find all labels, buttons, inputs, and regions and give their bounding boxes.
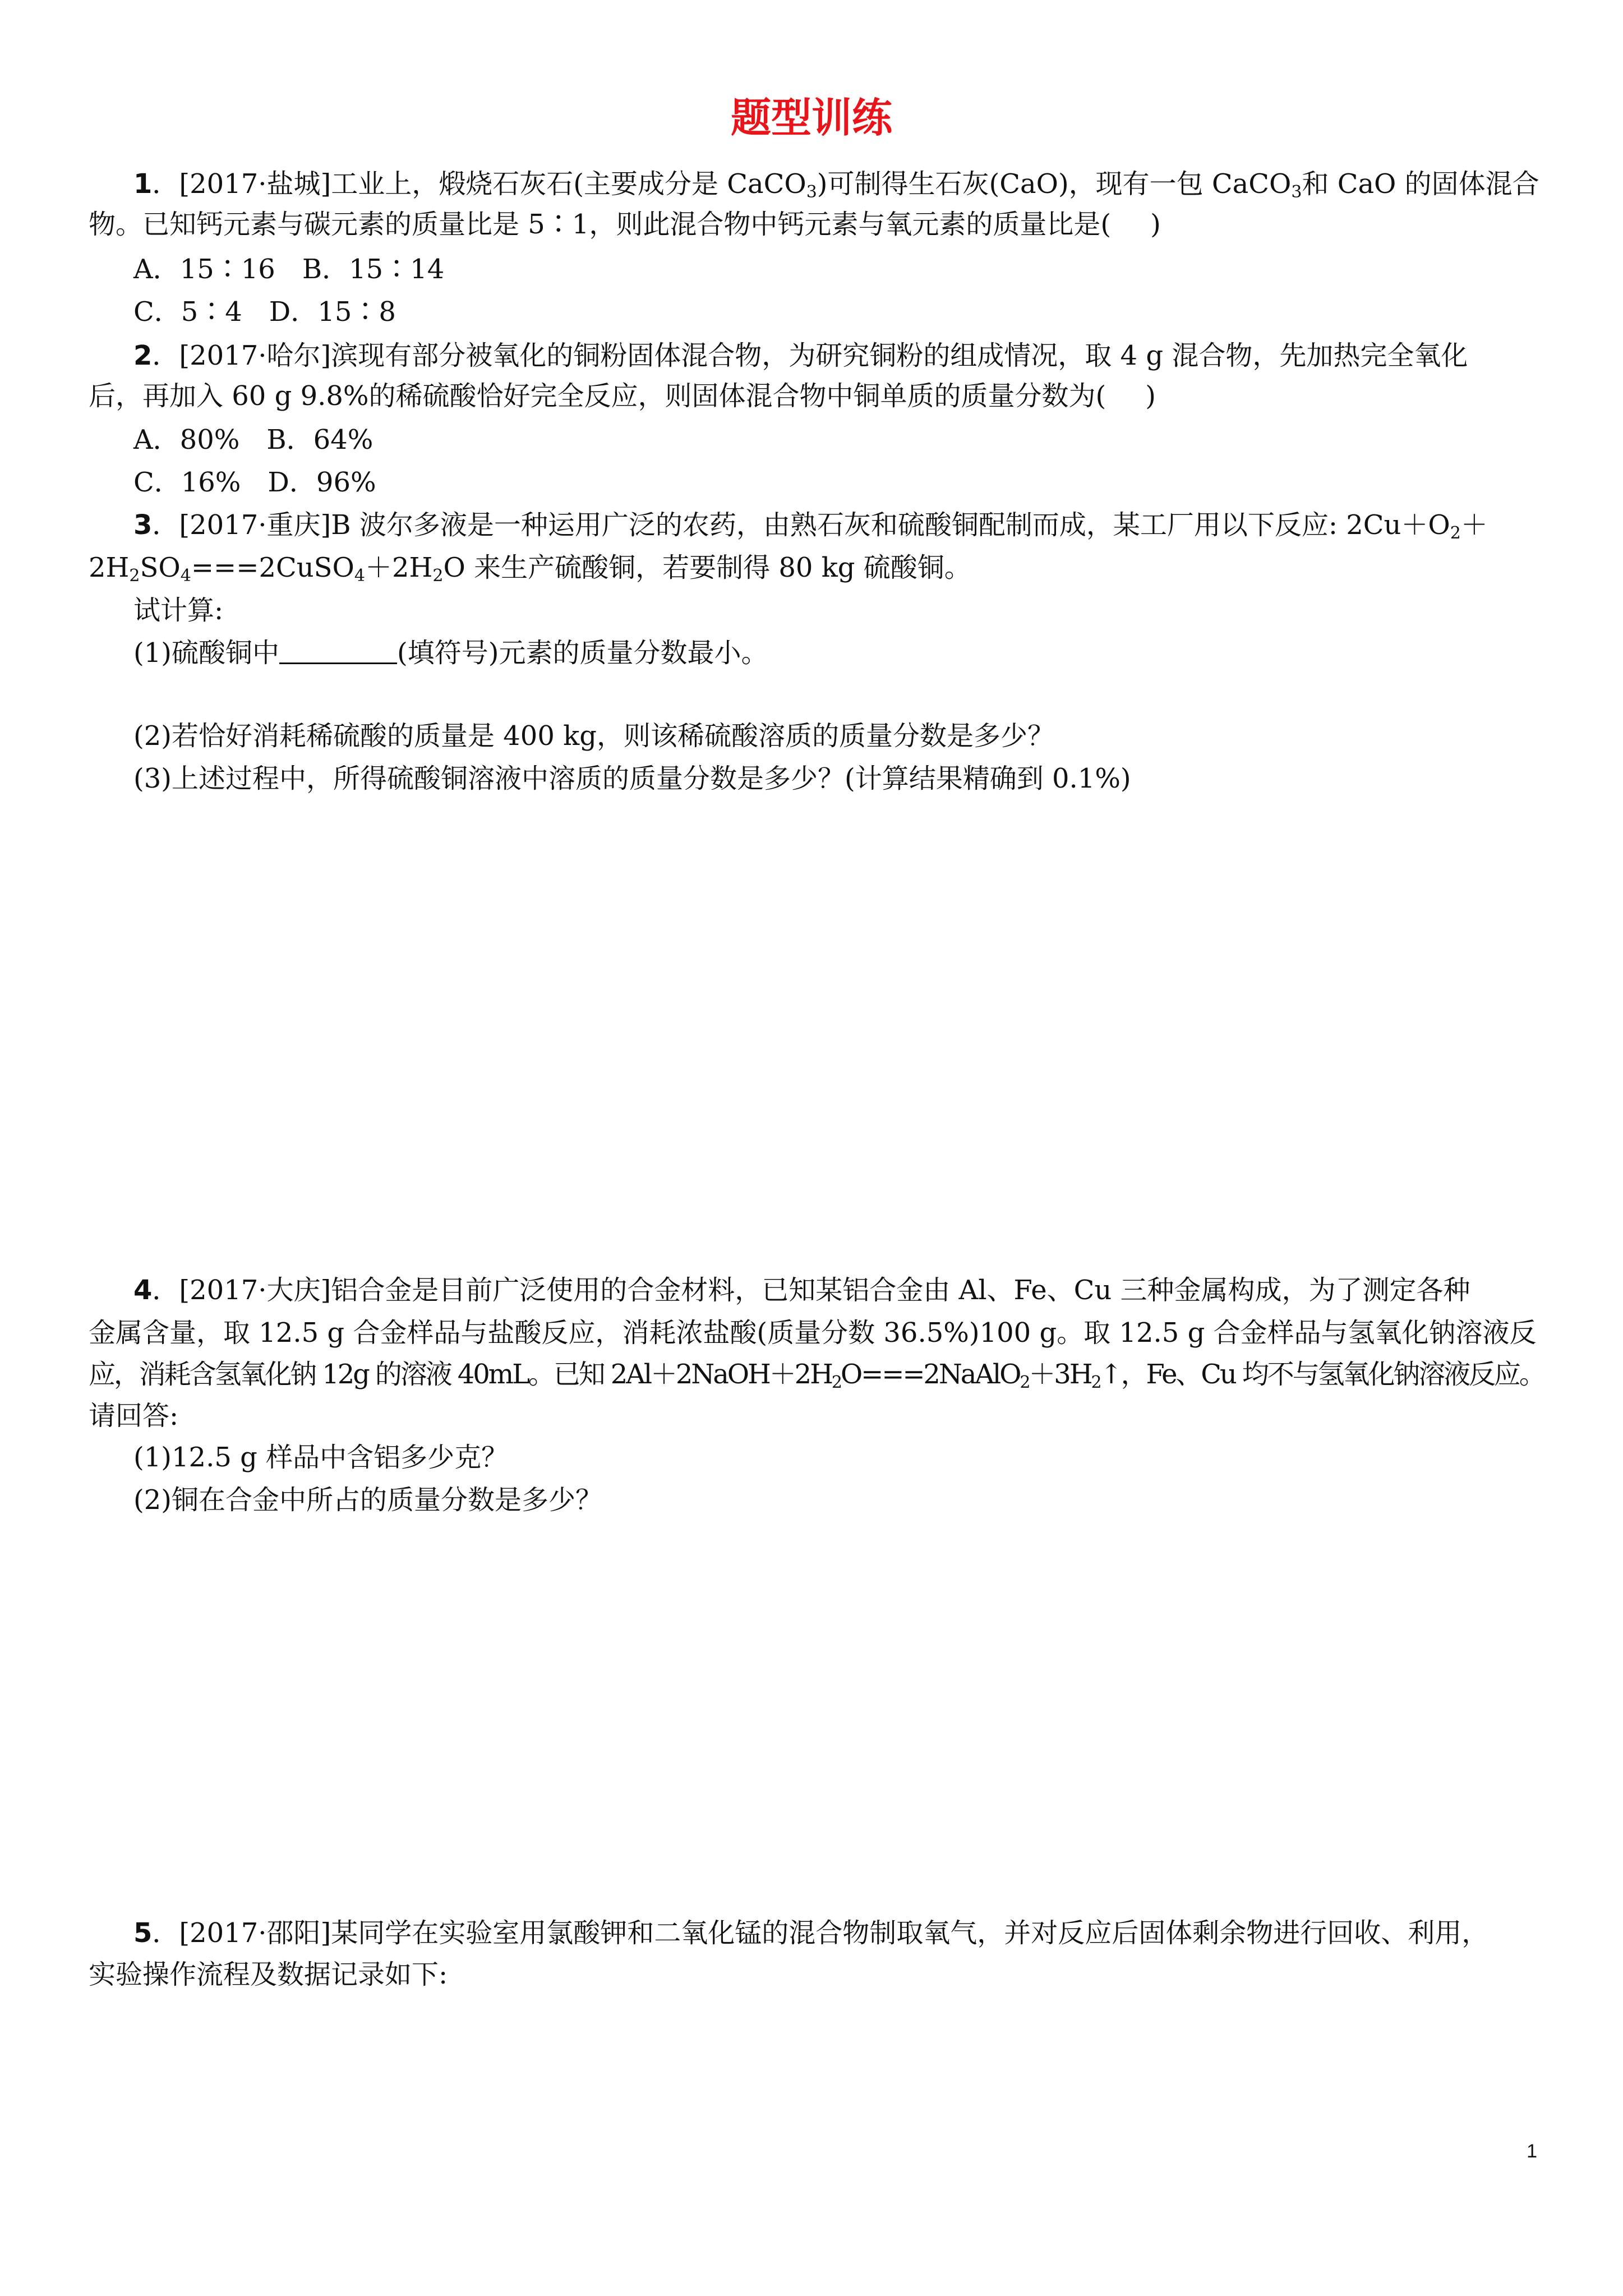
q4-line-4: 请回答: [89,1400,179,1432]
q5-line-2: 实验操作流程及数据记录如下: [89,1959,448,1990]
q4-part-1: (1)12.5 g 样品中含铝多少克？ [133,1442,509,1473]
q4-line-3: 应，消耗含氢氧化钠 12g 的溶液 40mL。已知 $2Al+2NaOH+2H_2O===2NaAlO_2+3H_2↑$，Fe、Cu 均不与氢氧化钠溶液反应。 [89,1359,1544,1392]
q1-options-cd: C．5∶4 D．15∶8 [133,296,396,328]
q5-number: 5 [133,1917,153,1949]
q3-part-1: (1)硫酸铜中 (填符号)元素的质量分数最小。 [133,637,768,669]
q3-calc-label: 试计算: [133,595,224,626]
q2-line-1: 2．[2017·哈尔]滨现有部分被氧化的铜粉固体混合物，为研究铜粉的组成情况，取 4 g 混合物，先加热完全氧化 [133,340,1468,371]
page-number: 1 [1527,2141,1537,2162]
q2-line-2: 后，再加入 60 g 9.8%的稀硫酸恰好完全反应，则固体混合物中铜单质的质量分数为( ) [89,380,1156,412]
q1-options-ab: A．15∶16 B．15∶14 [133,254,445,285]
q1-source: ．[2017·盐城] [152,168,331,200]
q2-number: 2 [133,340,153,371]
q4-source: ．[2017·大庆] [152,1274,331,1306]
q4-line-2: 金属含量，取 12.5 g 合金样品与盐酸反应，消耗浓盐酸(质量分数 36.5%)100 g。取 12.5 g 合金样品与氢氧化钠溶液反 [89,1317,1537,1349]
q4-part-2: (2)铜在合金中所占的质量分数是多少？ [133,1484,602,1516]
q3-source: ．[2017·重庆] [152,509,331,541]
q1-line-2: 物。已知钙元素与碳元素的质量比是 5∶1，则此混合物中钙元素与氧元素的质量比是( ) [89,209,1161,240]
q2-options-ab: A．80% B．64% [133,424,374,455]
q4-number: 4 [133,1274,153,1306]
q2-source: ．[2017·哈尔] [152,340,331,371]
q5-source: ．[2017·邵阳] [152,1917,331,1949]
q2-options-cd: C．16% D．96% [133,467,376,498]
answer-blank[interactable] [279,640,397,664]
q3-part-3: (3)上述过程中，所得硫酸铜溶液中溶质的质量分数是多少？(计算结果精确到 0.1%) [133,763,1131,794]
q3-part-2: (2)若恰好消耗稀硫酸的质量是 400 kg，则该稀硫酸溶质的质量分数是多少？ [133,720,1054,752]
q5-line-1: 5．[2017·邵阳]某同学在实验室用氯酸钾和二氧化锰的混合物制取氧气，并对反应后固体剩余物进行回收、利用， [133,1917,1489,1949]
q1-line-1: 1．[2017·盐城]工业上，煅烧石灰石(主要成分是 CaCO$_3$)可制得生石灰(CaO)，现有一包 CaCO$_3$和 CaO 的固体混合 [133,168,1539,202]
q1-number: 1 [133,168,153,200]
q4-line-1: 4．[2017·大庆]铝合金是目前广泛使用的合金材料，已知某铝合金由 Al、Fe、Cu 三种金属构成，为了测定各种 [133,1274,1470,1306]
page-title: 题型训练 [730,94,892,141]
q3-line-2: $2H_2SO_4===2CuSO_4+2H_2O$ 来生产硫酸铜，若要制得 80 kg 硫酸铜。 [89,552,971,586]
q3-number: 3 [133,509,153,541]
q3-line-1: 3．[2017·重庆]B 波尔多液是一种运用广泛的农药，由熟石灰和硫酸铜配制而成，某工厂用以下反应: $2Cu+O_2+$ [133,509,1488,543]
